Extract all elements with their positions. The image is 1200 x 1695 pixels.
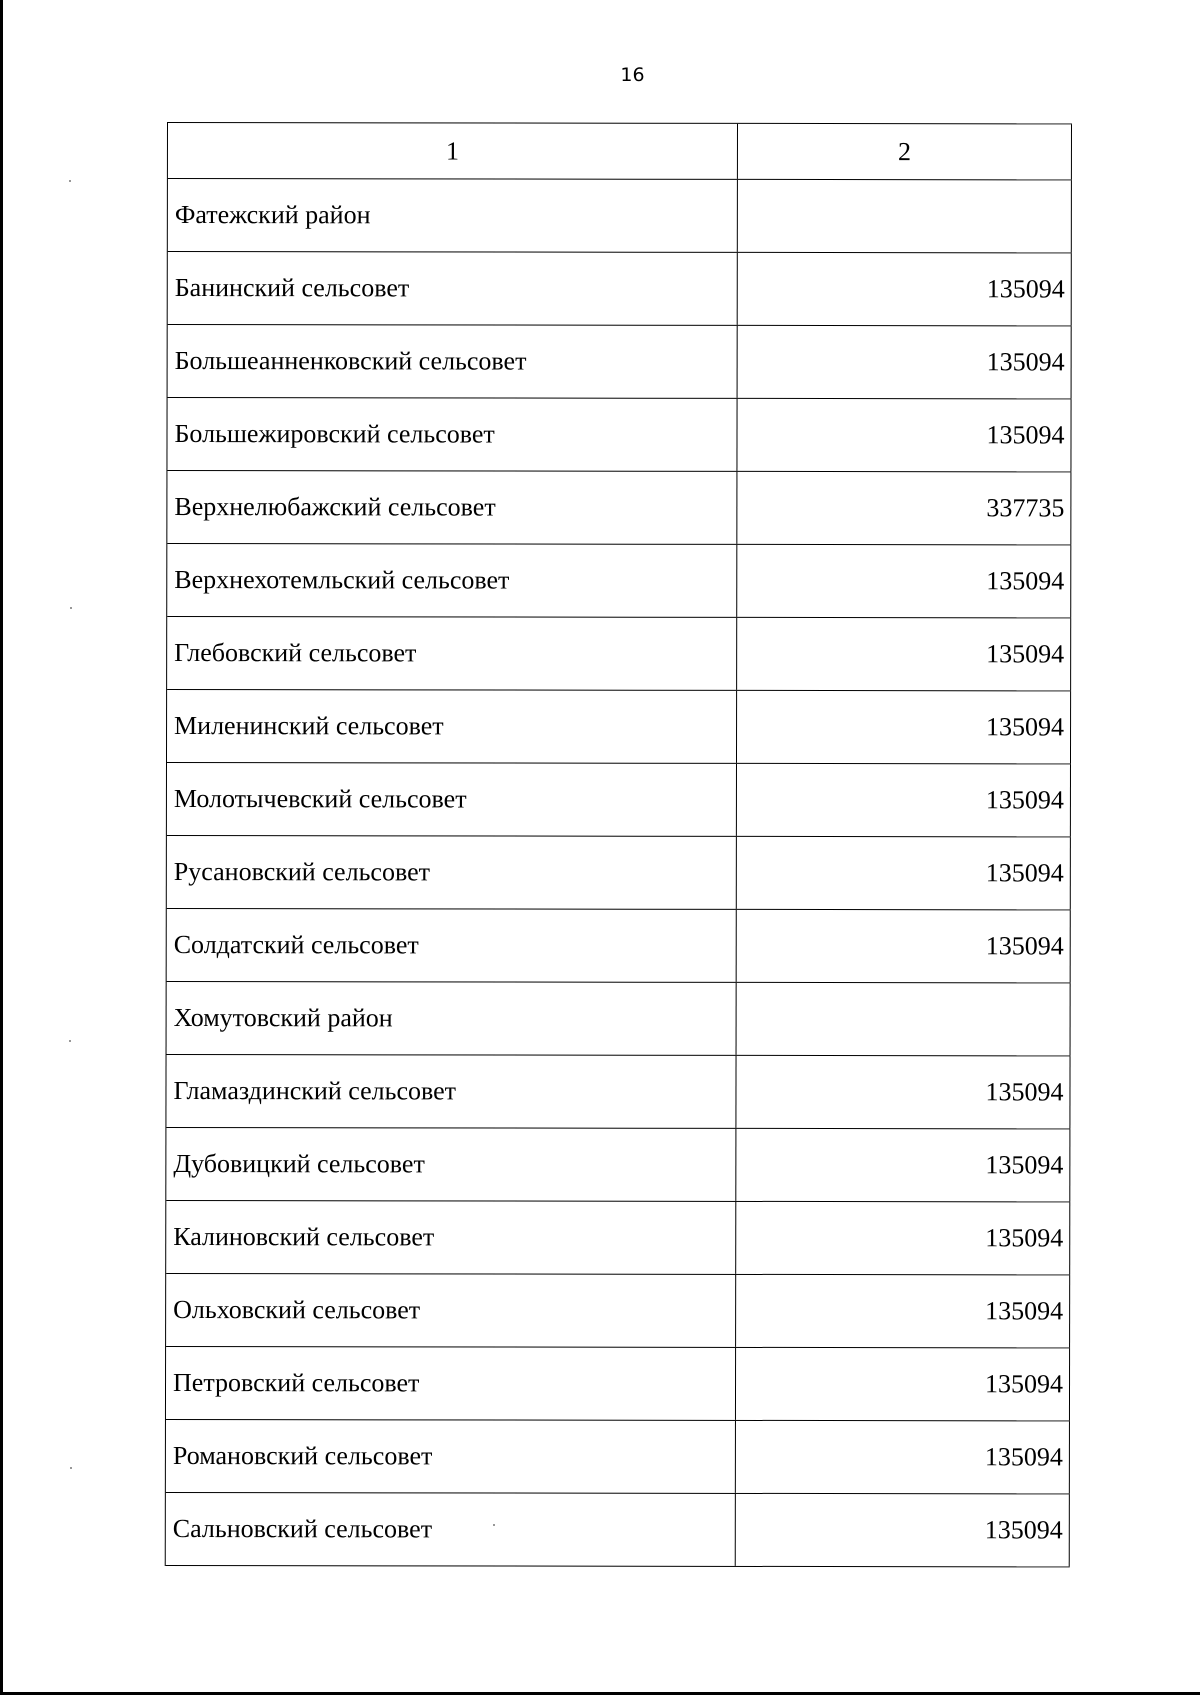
row-name-cell: Романовский сельсовет xyxy=(166,1420,736,1493)
table-row xyxy=(167,909,1071,983)
row-value-cell: 135094 xyxy=(736,1129,1070,1202)
header-cell-column-1: 1 xyxy=(168,123,738,179)
scan-speck xyxy=(70,607,72,609)
row-name-cell: Дубовицкий сельсовет xyxy=(166,1128,736,1201)
table-row xyxy=(166,1420,1070,1494)
row-value-cell: 135094 xyxy=(738,326,1072,399)
row-name-cell: Калиновский сельсовет xyxy=(166,1201,736,1274)
table-row xyxy=(167,398,1071,472)
row-value-cell: 135094 xyxy=(736,1494,1070,1567)
row-name-cell: Миленинский сельсовет xyxy=(167,690,737,763)
row-name-cell: Верхнехотемльский сельсовет xyxy=(167,544,737,617)
row-name-cell: Ольховский сельсовет xyxy=(166,1274,736,1347)
row-name-cell: Сальновский сельсовет xyxy=(166,1493,736,1566)
row-value-cell: 135094 xyxy=(736,1202,1070,1275)
row-name-cell: Глебовский сельсовет xyxy=(167,617,737,690)
row-value-cell: 135094 xyxy=(737,399,1071,472)
scan-left-edge xyxy=(0,0,3,1695)
row-value-cell: 135094 xyxy=(736,1275,1070,1348)
row-value-cell xyxy=(738,180,1072,253)
table-row xyxy=(167,836,1071,910)
row-value-cell: 135094 xyxy=(737,618,1071,691)
row-value-cell: 135094 xyxy=(737,764,1071,837)
table-row xyxy=(167,982,1071,1056)
table-row xyxy=(167,544,1071,618)
row-name-cell: Хомутовский район xyxy=(167,982,737,1055)
row-value-cell xyxy=(737,983,1071,1056)
row-name-cell: Большежировский сельсовет xyxy=(167,398,737,471)
row-value-cell: 135094 xyxy=(737,837,1071,910)
row-value-cell: 135094 xyxy=(736,1421,1070,1494)
table-header-row xyxy=(168,123,1072,180)
row-value-cell: 135094 xyxy=(737,910,1071,983)
row-value-cell: 135094 xyxy=(736,1056,1070,1129)
row-name-cell: Верхнелюбажский сельсовет xyxy=(167,471,737,544)
data-table xyxy=(165,122,1072,1567)
row-name-cell: Банинский сельсовет xyxy=(168,252,738,325)
table-row xyxy=(167,617,1071,691)
row-value-cell: 135094 xyxy=(737,691,1071,764)
table-body xyxy=(166,179,1072,1567)
table-row xyxy=(167,690,1071,764)
row-name-cell: Фатежский район xyxy=(168,179,738,252)
table-row xyxy=(166,1201,1070,1275)
row-name-cell: Солдатский сельсовет xyxy=(167,909,737,982)
table-row xyxy=(166,1493,1070,1567)
row-name-cell: Гламаздинский сельсовет xyxy=(166,1055,736,1128)
table-row xyxy=(167,471,1071,545)
table-row xyxy=(168,252,1072,326)
table-row xyxy=(166,1274,1070,1348)
page-number: 16 xyxy=(620,64,645,86)
row-name-cell: Молотычевский сельсовет xyxy=(167,763,737,836)
table-row xyxy=(166,1128,1070,1202)
table-row xyxy=(167,763,1071,837)
table-row xyxy=(166,1055,1070,1129)
row-value-cell: 135094 xyxy=(736,1348,1070,1421)
row-name-cell: Русановский сельсовет xyxy=(167,836,737,909)
row-name-cell: Петровский сельсовет xyxy=(166,1347,736,1420)
row-value-cell: 135094 xyxy=(737,545,1071,618)
row-name-cell: Большеанненковский сельсовет xyxy=(168,325,738,398)
scan-speck xyxy=(70,1467,72,1469)
scan-speck xyxy=(69,1040,71,1042)
row-value-cell: 337735 xyxy=(737,472,1071,545)
scan-speck xyxy=(493,1524,495,1526)
table-row xyxy=(168,179,1072,253)
table-row xyxy=(166,1347,1070,1421)
scan-speck xyxy=(69,180,71,182)
header-cell-column-2: 2 xyxy=(738,124,1072,180)
table-row xyxy=(168,325,1072,399)
row-value-cell: 135094 xyxy=(738,253,1072,326)
